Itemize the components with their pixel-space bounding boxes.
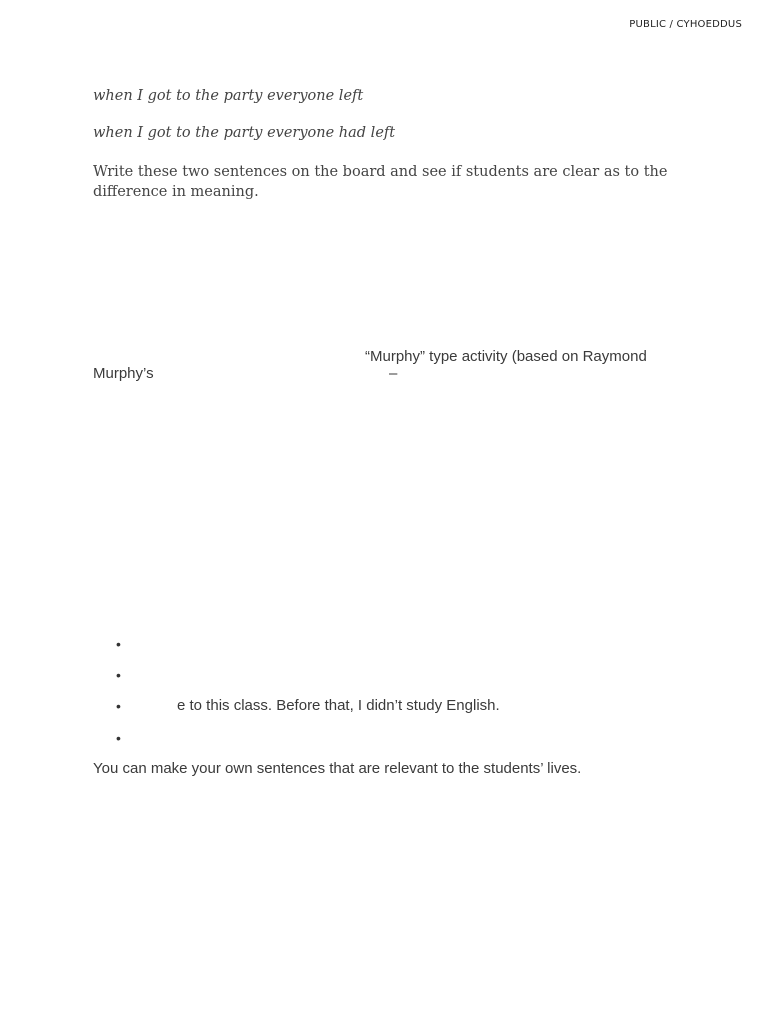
bullet-marker-4: • xyxy=(116,730,121,746)
activity-text-line-1: “Murphy” type activity (based on Raymond xyxy=(365,348,647,365)
bullet-marker-1: • xyxy=(116,636,121,652)
instruction-paragraph: Write these two sentences on the board and see if students are clear as to the difference in meaning. xyxy=(93,164,668,200)
footer-note: You can make your own sentences that are relevant to the students’ lives. xyxy=(93,760,582,777)
activity-text-line-2: Murphy’s xyxy=(93,365,154,382)
bullet-marker-2: • xyxy=(116,667,121,683)
bullet-text-3: e to this class. Before that, I didn’t study English. xyxy=(177,697,500,714)
classification-label: PUBLIC / CYHOEDDUS xyxy=(629,19,742,30)
example-sentence-2: when I got to the party everyone had left xyxy=(93,125,396,141)
bullet-marker-3: • xyxy=(116,698,121,714)
example-sentence-1: when I got to the party everyone left xyxy=(93,88,364,104)
dash-mark: – xyxy=(389,365,398,382)
